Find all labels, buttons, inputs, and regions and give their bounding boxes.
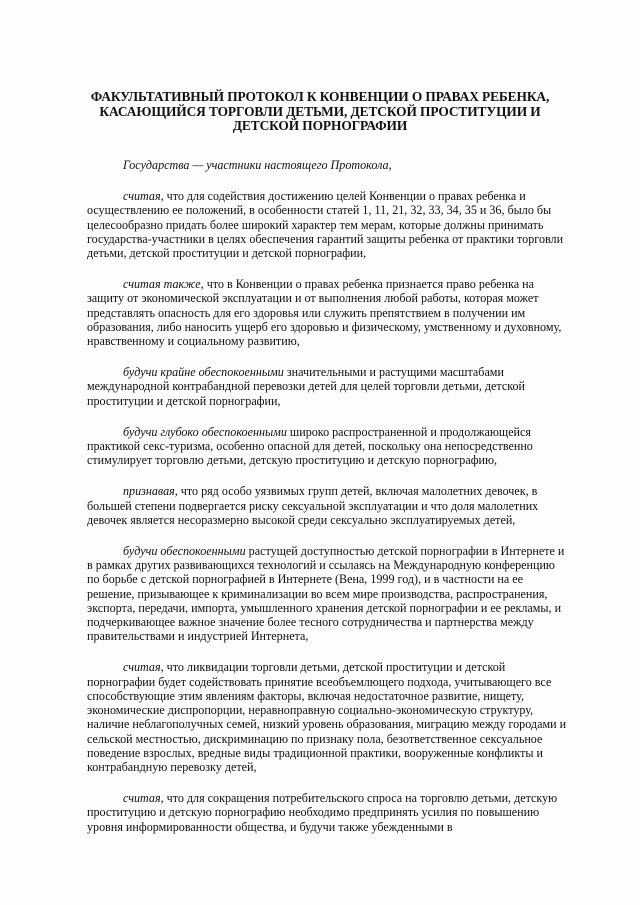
preamble-paragraph xyxy=(87,365,570,408)
title-line: КАСАЮЩИЙСЯ ТОРГОВЛИ ДЕТЬМИ, ДЕТСКОЙ ПРОСТИТУЦИИ И xyxy=(99,103,541,119)
paragraph-text: широко распространенной и продолжающейся практикой секс-туризма, особенно опасной для детей, поскольку она непосредственно стимулирует торговлю детьми, детскую проституцию и детскую порнографию, xyxy=(87,424,533,468)
document-title xyxy=(90,90,550,134)
paragraph-text: , что для сокращения потребительского спроса на торговлю детьми, детскую проституцию и детскую порнографию необходимо предпринять усилия по повышению уровня информированности общества, и будучи также убежденными в xyxy=(87,791,558,834)
paragraph-lead: считая xyxy=(123,660,161,675)
intro-paragraph xyxy=(87,158,570,172)
title-line: ДЕТСКОЙ ПОРНОГРАФИИ xyxy=(232,118,408,133)
paragraph-lead: будучи обеспокоенными xyxy=(123,544,246,559)
paragraph-lead: считая xyxy=(123,189,161,204)
document-body xyxy=(87,158,570,851)
preamble-paragraph xyxy=(87,791,570,834)
preamble-paragraph xyxy=(87,425,570,468)
paragraph-lead: признавая xyxy=(123,484,175,499)
paragraph-lead: считая также xyxy=(123,277,201,292)
paragraph-lead: считая xyxy=(123,791,161,806)
paragraph-text: , что ликвидации торговли детьми, детской проституции и детской порнографии будет содействовать принятие всеобъемлющего подхода, учитывающего все способствующие этим явлениям факторы, включая недостаточное развитие, нищету, экономические диспропорции, неравноправную социально-экономическую структуру, наличие неблагополучных семей, низкий уровень образования, миграцию между городами и сельской местностью, дискриминацию по признаку пола, безответственное сексуальное поведение взрослых, вредные виды традиционной практики, вооруженные конфликты и контрабандную перевозку детей, xyxy=(87,660,567,774)
paragraph-lead: будучи глубоко обеспокоенными xyxy=(123,424,287,439)
preamble-paragraph xyxy=(87,544,570,643)
preamble-paragraph xyxy=(87,277,570,348)
paragraph-lead: будучи крайне обеспокоенными xyxy=(123,365,284,380)
paragraph-text: , что ряд особо уязвимых групп детей, включая малолетних девочек, в большей степени подвергается риску сексуальной эксплуатации и что доля малолетних девочек является несоразмерно высокой среди сексуально эксплуатируемых детей, xyxy=(87,484,539,527)
preamble-paragraph xyxy=(87,484,570,527)
paragraph-text: , что для содействия достижению целей Конвенции о правах ребенка и осуществлению ее положений, в особенности статей 1, 11, 21, 32, 33, 34, 35 и 36, было бы целесообразно придать более широкий характер тем мерам, которые должны принимать государства-участники в целях обеспечения гарантий защиты ребенка от практики торговли детьми, детской проституции и детской порнографии, xyxy=(87,189,564,261)
preamble-paragraph xyxy=(87,189,570,260)
intro-text: Государства — участники настоящего Протокола, xyxy=(123,158,392,172)
preamble-paragraph xyxy=(87,660,570,774)
paragraph-text: , что в Конвенции о правах ребенка признается право ребенка на защиту от экономической эксплуатации и от выполнения любой работы, которая может представлять опасность для его здоровья или служить препятствием в получении им образования, либо наносить ущерб его здоровью и физическому, умственному и духовному, нравственному и социальному развитию, xyxy=(87,277,562,349)
paragraph-text: растущей доступностью детской порнографии в Интернете и в рамках других развивающихся технологий и ссылаясь на Международную конференцию по борьбе с детской порнографией в Интернете (Вена, 1999 год), и в частности на ее решение, призывающее к криминализации во всем мире производства, распространения, экспорта, передачи, импорта, умышленного хранения детской порнографии и ее рекламы, и подчеркивающее важное значение более тесного сотрудничества и партнерства между правительствами и индустрией Интернета, xyxy=(87,544,565,644)
paragraph-text: значительными и растущими масштабами международной контрабандной перевозки детей для целей торговли детьми, детской проституции и детской порнографии, xyxy=(87,365,525,408)
title-line: ФАКУЛЬТАТИВНЫЙ ПРОТОКОЛ К КОНВЕНЦИИ О ПРАВАХ РЕБЕНКА, xyxy=(90,89,550,104)
